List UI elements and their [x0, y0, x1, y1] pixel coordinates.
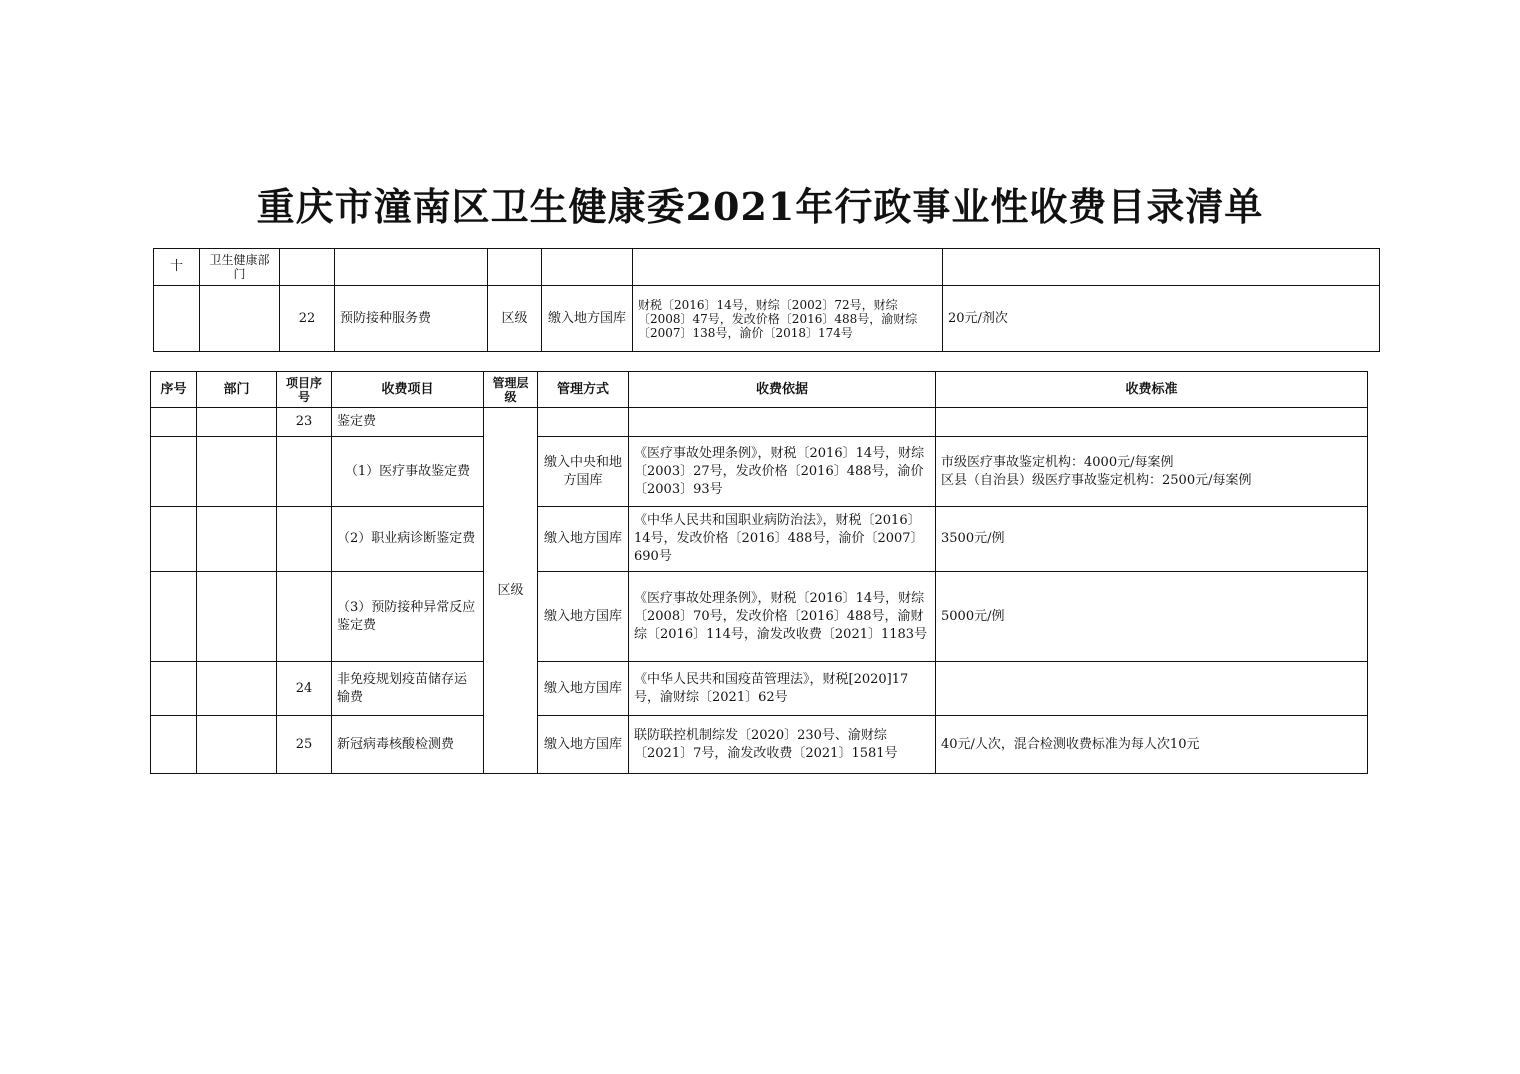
fee-standard: 5000元/例: [936, 572, 1368, 662]
table-row: [151, 662, 1368, 716]
table-row: [151, 507, 1368, 572]
management-method: 缴入地方国库: [538, 716, 629, 774]
item-no: 25: [277, 716, 332, 774]
header-level: 管理层级: [484, 372, 538, 408]
header-standard: 收费标准: [936, 372, 1368, 408]
table-row: [151, 408, 1368, 437]
page-title: 重庆市潼南区卫生健康委2021年行政事业性收费目录清单: [256, 184, 1264, 229]
fee-standard-line: 市级医疗事故鉴定机构：4000元/每案例: [941, 454, 1174, 470]
fee-item: 新冠病毒核酸检测费: [332, 716, 484, 774]
fee-basis: 财税〔2016〕14号，财综〔2002〕72号，财综〔2008〕47号，发改价格〔2016〕488号，渝财综〔2007〕138号，渝价〔2018〕174号: [633, 286, 943, 352]
management-method: 缴入地方国库: [538, 507, 629, 572]
fee-item: 预防接种服务费: [335, 286, 488, 352]
fee-item: 鉴定费: [332, 408, 484, 437]
fee-standard: 40元/人次，混合检测收费标准为每人次10元: [936, 716, 1368, 774]
table-row: [151, 572, 1368, 662]
section-dept: 卫生健康部门: [200, 249, 280, 286]
header-method: 管理方式: [538, 372, 629, 408]
fee-basis: 《医疗事故处理条例》，财税〔2016〕14号，财综〔2008〕70号，发改价格〔2016〕488号，渝财综〔2016〕114号，渝发改收费〔2021〕1183号: [629, 572, 936, 662]
section-seq: 十: [154, 249, 200, 286]
fee-standard-line: 区县（自治县）级医疗事故鉴定机构：2500元/每案例: [941, 472, 1252, 488]
fee-basis: 《中华人民共和国职业病防治法》，财税〔2016〕14号，发改价格〔2016〕488号，渝价〔2007〕690号: [629, 507, 936, 572]
fee-item: （2）职业病诊断鉴定费: [332, 507, 484, 572]
fee-item: 非免疫规划疫苗储存运输费: [332, 662, 484, 716]
header-dept: 部门: [197, 372, 277, 408]
fee-standard: [936, 437, 1368, 507]
fee-item: （1）医疗事故鉴定费: [332, 437, 484, 507]
fee-table: [150, 371, 1368, 774]
table-row: [151, 716, 1368, 774]
header-row: [151, 372, 1368, 408]
management-method: 缴入地方国库: [538, 572, 629, 662]
fee-standard: 3500元/例: [936, 507, 1368, 572]
fee-basis: 《医疗事故处理条例》，财税〔2016〕14号，财综〔2003〕27号，发改价格〔2016〕488号，渝价〔2003〕93号: [629, 437, 936, 507]
management-method: 缴入地方国库: [538, 662, 629, 716]
table-row: [151, 437, 1368, 507]
management-method: 缴入中央和地方国库: [538, 437, 629, 507]
section-row: [154, 249, 1380, 286]
header-item-no: 项目序号: [277, 372, 332, 408]
header-seq: 序号: [151, 372, 197, 408]
management-method: 缴入地方国库: [542, 286, 633, 352]
item-no: 23: [277, 408, 332, 437]
management-level: 区级: [488, 286, 542, 352]
item-no: 24: [277, 662, 332, 716]
fee-basis: 联防联控机制综发〔2020〕230号、渝财综〔2021〕7号，渝发改收费〔2021〕1581号: [629, 716, 936, 774]
item-no: 22: [280, 286, 335, 352]
fee-basis: 《中华人民共和国疫苗管理法》，财税[2020]17号，渝财综〔2021〕62号: [629, 662, 936, 716]
fee-table-continued: [153, 248, 1380, 352]
management-level-merged: 区级: [484, 408, 538, 774]
header-basis: 收费依据: [629, 372, 936, 408]
header-item: 收费项目: [332, 372, 484, 408]
table-row: [154, 286, 1380, 352]
fee-item: （3）预防接种异常反应鉴定费: [332, 572, 484, 662]
fee-standard: 20元/剂次: [943, 286, 1380, 352]
fee-standard: [936, 662, 1368, 716]
